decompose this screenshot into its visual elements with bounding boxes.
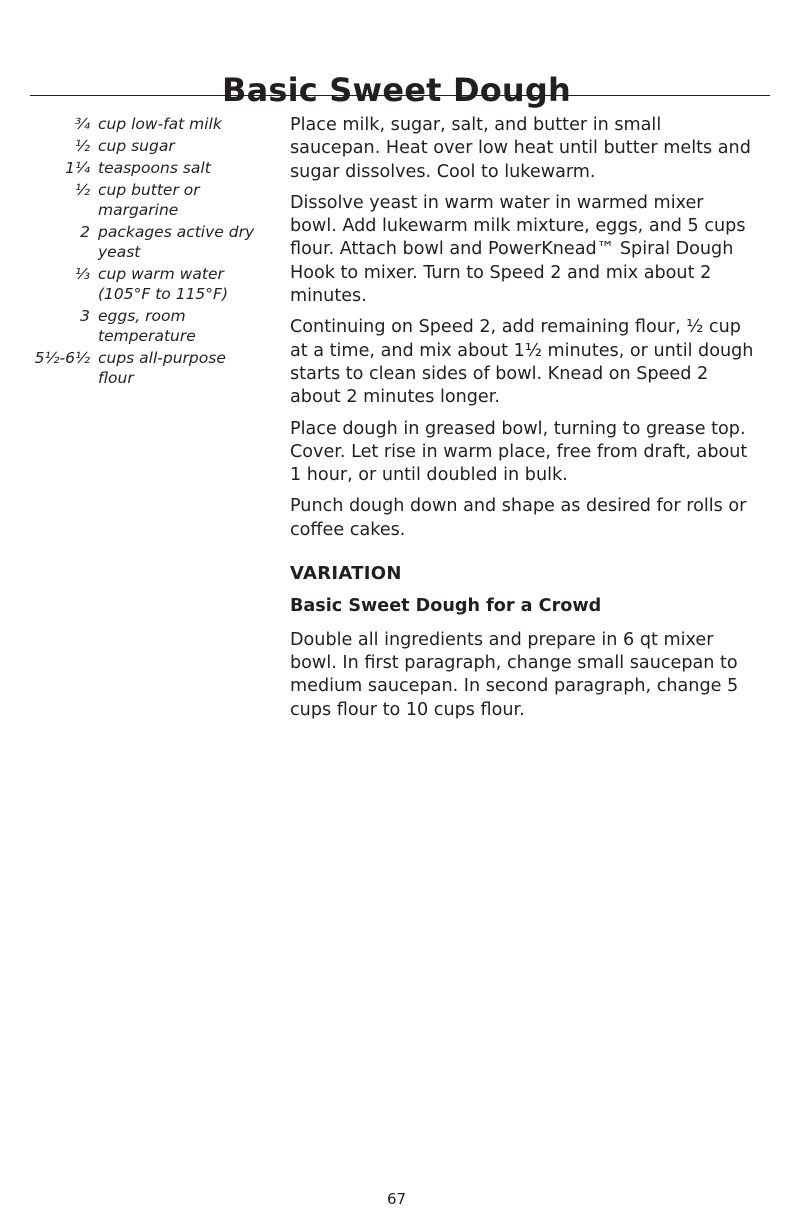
variation-text: Double all ingredients and prepare in 6 qt mixer bowl. In first paragraph, change small saucepan to medium saucepan. In second paragraph, change 5 cups flour to 10 cups flour. [290,629,739,720]
page-number: 67 [386,1190,407,1208]
ingredient-item [20,264,270,304]
ingredient-item [20,306,270,346]
ingredient-text: cup warm water (105°F to 115°F) [98,265,229,303]
ingredient-item [20,114,270,134]
ingredient-quantity: 5½-6½ [34,349,90,367]
ingredient-quantity: ½ [74,181,90,199]
ingredient-quantity: ⅓ [74,265,90,283]
method-paragraph: Place dough in greased bowl, turning to grease top. Cover. Let rise in warm place, free from draft, about 1 hour, or until doubled in bulk. [290,418,748,486]
ingredient-text: eggs, room temperature [98,307,196,345]
ingredient-quantity: 2 [80,223,90,241]
ingredient-item [20,348,270,388]
page-title: Basic Sweet Dough [222,71,571,110]
ingredient-text: cup low-fat milk [98,115,222,133]
ingredient-quantity: ½ [74,137,90,155]
method-column [290,114,755,730]
method-paragraph: Punch dough down and shape as desired for rolls or coffee cakes. [290,496,747,540]
ingredient-quantity: ¾ [74,115,90,133]
ingredient-text: cup sugar [98,137,175,155]
ingredient-text: packages active dry yeast [98,223,255,261]
title-rule [30,95,770,96]
method-paragraph: Continuing on Speed 2, add remaining flour, ½ cup at a time, and mix about 1½ minutes, or until dough starts to clean sides of bowl. Knead on Speed 2 about 2 minutes longer. [290,317,754,408]
variation-subheading: Basic Sweet Dough for a Crowd [290,596,602,617]
ingredient-list [20,114,270,390]
ingredient-item [20,222,270,262]
ingredient-quantity: 3 [80,307,90,325]
method-paragraph: Dissolve yeast in warm water in warmed mixer bowl. Add lukewarm milk mixture, eggs, and 5 cups flour. Attach bowl and PowerKnead™ Spiral Dough Hook to mixer. Turn to Speed 2 and mix about 2 minutes. [290,192,746,307]
ingredient-text: cups all-purpose flour [98,349,226,387]
ingredient-item [20,136,270,156]
variation-heading: VARIATION [290,563,402,585]
ingredient-text: teaspoons salt [98,159,211,177]
ingredient-text: cup butter or margarine [98,181,200,219]
ingredient-item [20,158,270,178]
method-paragraph: Place milk, sugar, salt, and butter in small saucepan. Heat over low heat until butter melts and sugar dissolves. Cool to lukewarm. [290,115,751,182]
ingredient-item [20,180,270,220]
ingredient-quantity: 1¼ [65,159,90,177]
